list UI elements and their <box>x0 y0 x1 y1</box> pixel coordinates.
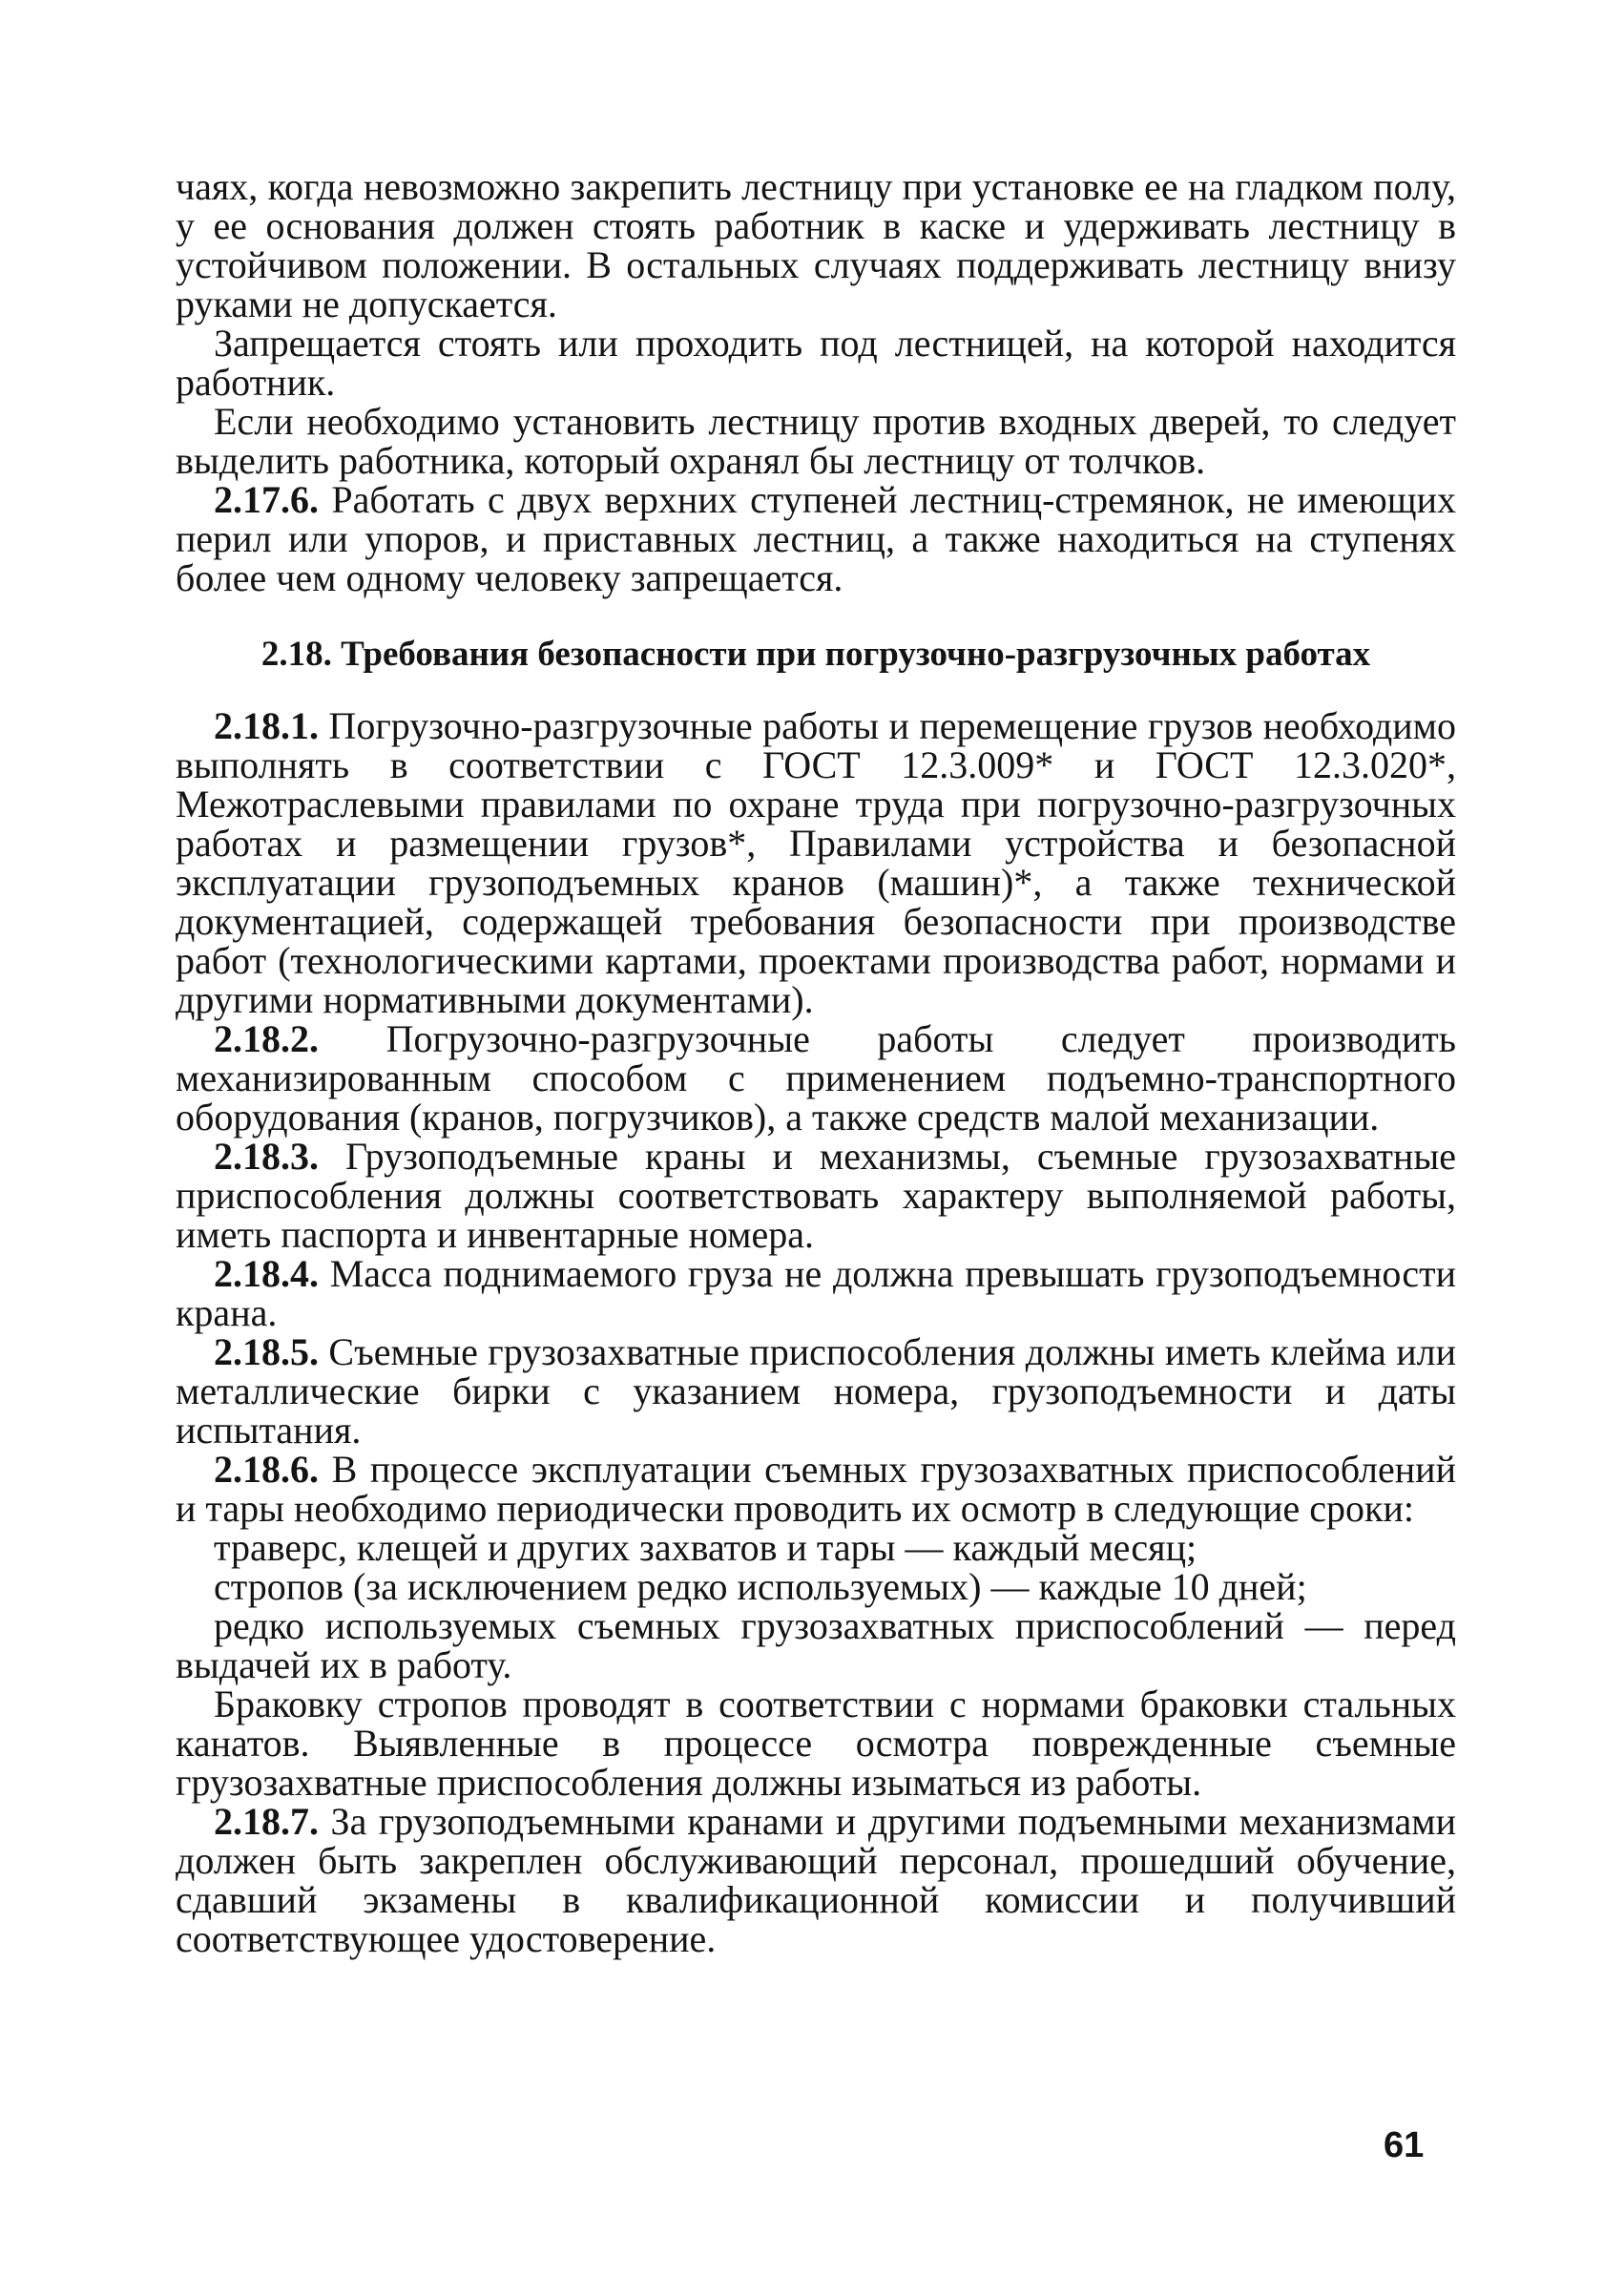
text-block-top <box>176 167 1456 597</box>
paragraph-text: траверс, клещей и других захватов и тары — каждый месяц; <box>214 1526 1197 1569</box>
paragraph <box>176 480 1456 597</box>
paragraph <box>176 1684 1456 1802</box>
clause-number: 2.18.6. <box>214 1448 319 1491</box>
paragraph-text: В процессе эксплуатации съемных грузозахватных приспособлений и тары необходимо периодически проводить их осмотр в следующие сроки: <box>176 1448 1456 1530</box>
paragraph-text: редко используемых съемных грузозахватных приспособлений — перед выдачей их в работу. <box>176 1604 1456 1686</box>
clause-number: 2.18.4. <box>214 1252 319 1295</box>
clause-number: 2.18.1. <box>214 704 319 747</box>
paragraph-text: Погрузочно-разгрузочные работы и перемещение грузов необходимо выполнять в соответствии с ГОСТ 12.3.009* и ГОСТ 12.3.020*, Межотраслевыми правилами по охране труда при погрузочно-разгрузочных работах и размещении грузов*, Правилами устройства и безопасной эксплуатации грузоподъемных кранов (машин)*, а также технической документацией, содержащей требования безопасности при производстве работ (технологическими картами, проектами производства работ, нормами и другими нормативными документами). <box>176 704 1456 1021</box>
paragraph <box>176 324 1456 402</box>
paragraph <box>176 1019 1456 1137</box>
clause-number: 2.18.5. <box>214 1330 319 1373</box>
paragraph <box>176 402 1456 480</box>
paragraph-text: Работать с двух верхних ступеней лестниц-стремянок, не имеющих перил или упоров, и приставных лестниц, а также находиться на ступенях более чем одному человеку запрещается. <box>176 478 1456 599</box>
paragraph <box>176 1332 1456 1450</box>
section-heading: 2.18. Требования безопасности при погрузочно-разгрузочных работах <box>260 635 1371 674</box>
paragraph <box>176 1137 1456 1254</box>
page-number: 61 <box>1384 2125 1425 2165</box>
paragraph <box>176 167 1456 324</box>
paragraph-text: Масса поднимаемого груза не должна превышать грузоподъемности крана. <box>176 1252 1456 1334</box>
document-page <box>176 167 1456 1958</box>
paragraph-text: стропов (за исключением редко используемых) — каждые 10 дней; <box>214 1565 1307 1608</box>
list-item <box>176 1528 1456 1567</box>
clause-number: 2.18.7. <box>214 1800 319 1843</box>
clause-number: 2.18.3. <box>214 1135 319 1178</box>
paragraph <box>176 706 1456 1019</box>
clause-number: 2.17.6. <box>214 478 319 521</box>
clause-number: 2.18.2. <box>214 1017 319 1060</box>
list-item <box>176 1606 1456 1684</box>
paragraph-text: Грузоподъемные краны и механизмы, съемные грузозахватные приспособления должны соответствовать характеру выполняемой работы, иметь паспорта и инвентарные номера. <box>176 1135 1456 1256</box>
paragraph-text: Запрещается стоять или проходить под лестницей, на которой находится работник. <box>176 322 1456 404</box>
paragraph-text: Браковку стропов проводят в соответствии с нормами браковки стальных канатов. Выявленные в процессе осмотра поврежденные съемные грузозахватные приспособления должны изыматься из работы. <box>176 1682 1456 1804</box>
paragraph <box>176 1802 1456 1958</box>
text-block-bottom <box>176 706 1456 1958</box>
paragraph-text: За грузоподъемными кранами и другими подъемными механизмами должен быть закреплен обслуживающий персонал, прошедший обучение, сдавший экзамены в квалификационной комиссии и получивший соответствующее удостоверение. <box>176 1800 1456 1960</box>
paragraph-text: Съемные грузозахватные приспособления должны иметь клейма или металлические бирки с указанием номера, грузоподъемности и даты испытания. <box>176 1330 1456 1452</box>
paragraph-text: чаях, когда невозможно закрепить лестницу при установке ее на гладком полу, у ее основания должен стоять работник в каске и удерживать лестницу в устойчивом положении. В остальных случаях поддерживать лестницу внизу руками не допускается. <box>176 165 1456 325</box>
paragraph-text: Погрузочно-разгрузочные работы следует производить механизированным способом с применением подъемно-транспортного оборудования (кранов, погрузчиков), а также средств малой механизации. <box>176 1017 1456 1139</box>
list-item <box>176 1567 1456 1606</box>
paragraph <box>176 1450 1456 1528</box>
paragraph-text: Если необходимо установить лестницу против входных дверей, то следует выделить работника, который охранял бы лестницу от толчков. <box>176 400 1456 482</box>
paragraph <box>176 1254 1456 1332</box>
